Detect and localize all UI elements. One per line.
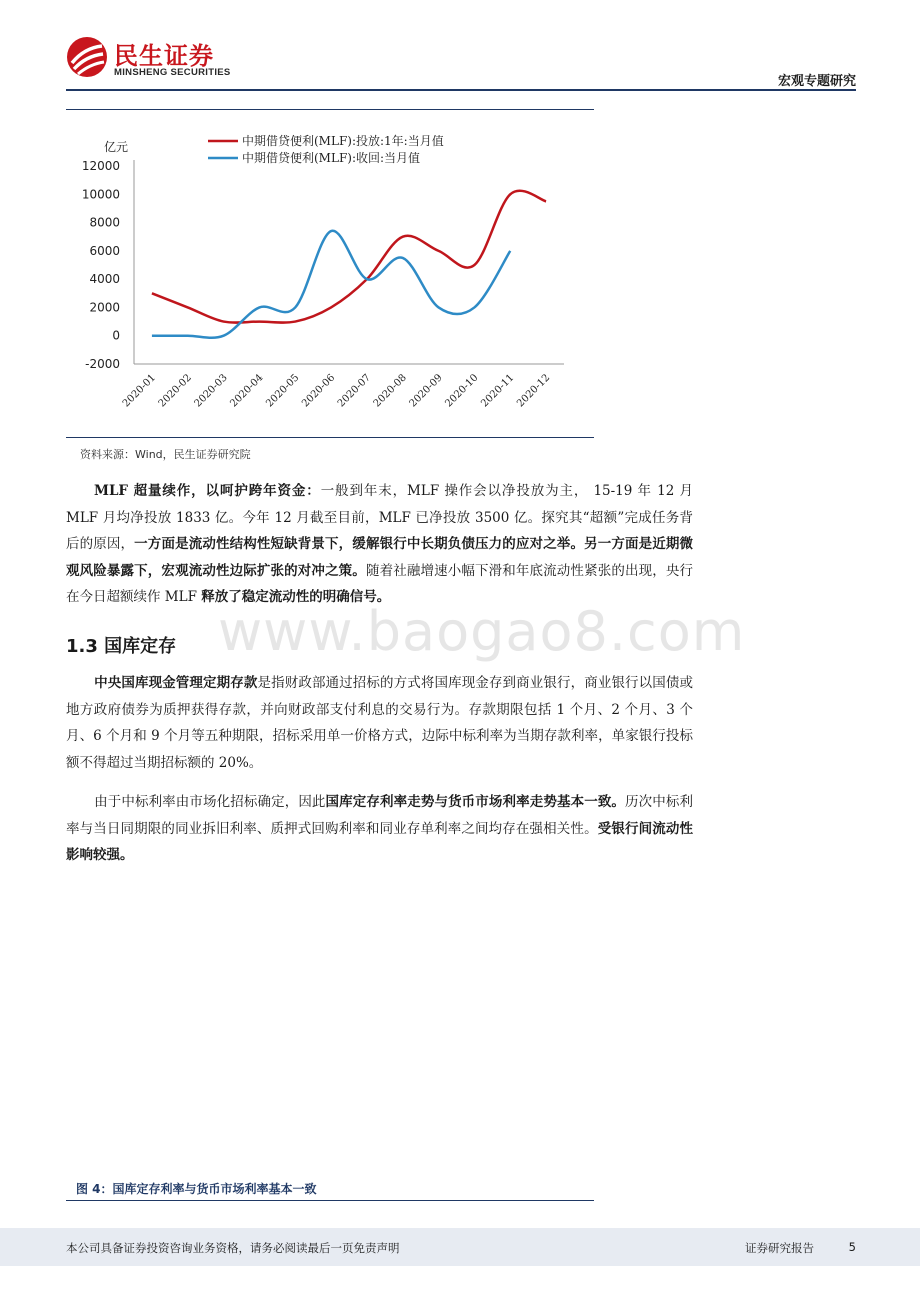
series-line-redemption <box>152 231 510 338</box>
chart-bottom-rule <box>66 437 594 438</box>
footer-disclaimer: 本公司具备证券投资咨询业务资格，请务必阅读最后一页免责声明 <box>66 1241 400 1255</box>
para2-bold-lead: 中央国库现金管理定期存款 <box>94 675 258 691</box>
minsheng-logo-icon <box>66 36 108 78</box>
legend-label: 中期借贷便利(MLF):投放:1年:当月值 <box>242 134 444 148</box>
para1-text-1: 一般到年末，MLF 操作会以净投放为主， 15-19 年 12 月 MLF 月均净投放 1833 亿。今年 12 月截至目前，MLF 已净投放 3500 亿。探究其“超额”完成任务背后的原因， <box>66 483 693 552</box>
x-tick-label: 2020-10 <box>443 372 481 410</box>
y-tick-label: 6000 <box>89 243 120 258</box>
paragraph-mlf <box>66 478 693 611</box>
para2-text: 是指财政部通过招标的方式将国库现金存到商业银行，商业银行以国债或地方政府债券为质押获得存款，并向财政部支付利息的交易行为。存款期限包括 1 个月、2 个月、3 个月、6 个月和 9 个月等五种期限，招标采用单一价格方式，边际中标利率为当期存款利率，单家银行投标额不得超过当期招标额的 20%。 <box>66 675 694 771</box>
y-unit-label: 亿元 <box>104 140 129 154</box>
x-tick-label: 2020-04 <box>228 372 266 410</box>
series-line-issuance <box>152 191 546 323</box>
x-tick-label: 2020-11 <box>479 372 517 410</box>
footer-report-type: 证券研究报告 <box>745 1241 814 1255</box>
para1-bold-2: 一方面是流动性结构性短缺背景下，缓解银行中长期负债压力的应对之举。另一方面是近期微观风险暴露下，宏观流动性边际扩张的对冲之策。 <box>66 536 694 579</box>
y-tick-label: -2000 <box>85 357 120 371</box>
y-tick-label: 12000 <box>81 159 120 173</box>
para3-text-1: 由于中标利率由市场化招标确定，因此 <box>94 794 326 810</box>
x-tick-label: 2020-03 <box>192 372 230 410</box>
chart-top-rule <box>66 109 594 110</box>
legend-label: 中期借贷便利(MLF):收回:当月值 <box>242 151 421 165</box>
y-tick-label: 4000 <box>89 272 120 287</box>
x-tick-label: 2020-09 <box>407 372 445 410</box>
logo-english-name: MINSHENG SECURITIES <box>114 67 231 78</box>
report-category: 宏观专题研究 <box>777 74 856 89</box>
para3-text-2: 历次中标利率与当日同期限的同业拆旧利率、质押式回购利率和同业存单利率之间均存在强相关性。 <box>66 794 694 837</box>
x-tick-label: 2020-12 <box>515 372 553 410</box>
y-tick-label: 10000 <box>81 187 120 202</box>
x-tick-label: 2020-06 <box>300 372 338 410</box>
logo-chinese-name: 民生证券 <box>114 42 214 70</box>
section-title: 1.3 国库定存 <box>66 636 177 657</box>
figure-rule <box>66 1200 594 1201</box>
para3-bold-2: 受银行间流动性影响较强。 <box>66 820 694 863</box>
para3-bold-1: 国库定存利率走势与货币市场利率走势基本一致。 <box>325 794 626 810</box>
para1-bold-lead: MLF 超量续作，以呵护跨年资金： <box>94 483 321 499</box>
company-logo <box>66 36 246 84</box>
x-tick-label: 2020-02 <box>156 372 194 410</box>
x-tick-label: 2020-07 <box>335 372 374 410</box>
chart-source: 资料来源：Wind，民生证券研究院 <box>80 448 251 461</box>
paragraph-definition <box>66 670 693 776</box>
x-tick-label: 2020-05 <box>264 372 302 410</box>
page-footer <box>0 1228 920 1266</box>
header-divider <box>66 89 856 91</box>
y-tick-label: 8000 <box>89 215 120 230</box>
watermark: www.baogao8.com <box>218 600 746 663</box>
x-tick-label: 2020-01 <box>120 372 159 410</box>
figure-caption: 图 4：国库定存利率与货币市场利率基本一致 <box>76 1182 317 1196</box>
page-number: 5 <box>848 1240 856 1254</box>
y-tick-label: 0 <box>112 328 120 343</box>
paragraph-rate-trend <box>66 789 693 869</box>
x-tick-label: 2020-08 <box>371 372 409 410</box>
para1-text-2: 随着社融增速小幅下滑和年底流动性紧张的出现，央行在今日超额续作 MLF <box>66 562 694 605</box>
para1-bold-3: 释放了稳定流动性的明确信号。 <box>201 589 391 605</box>
mlf-line-chart <box>66 112 594 434</box>
y-tick-label: 2000 <box>89 300 120 315</box>
